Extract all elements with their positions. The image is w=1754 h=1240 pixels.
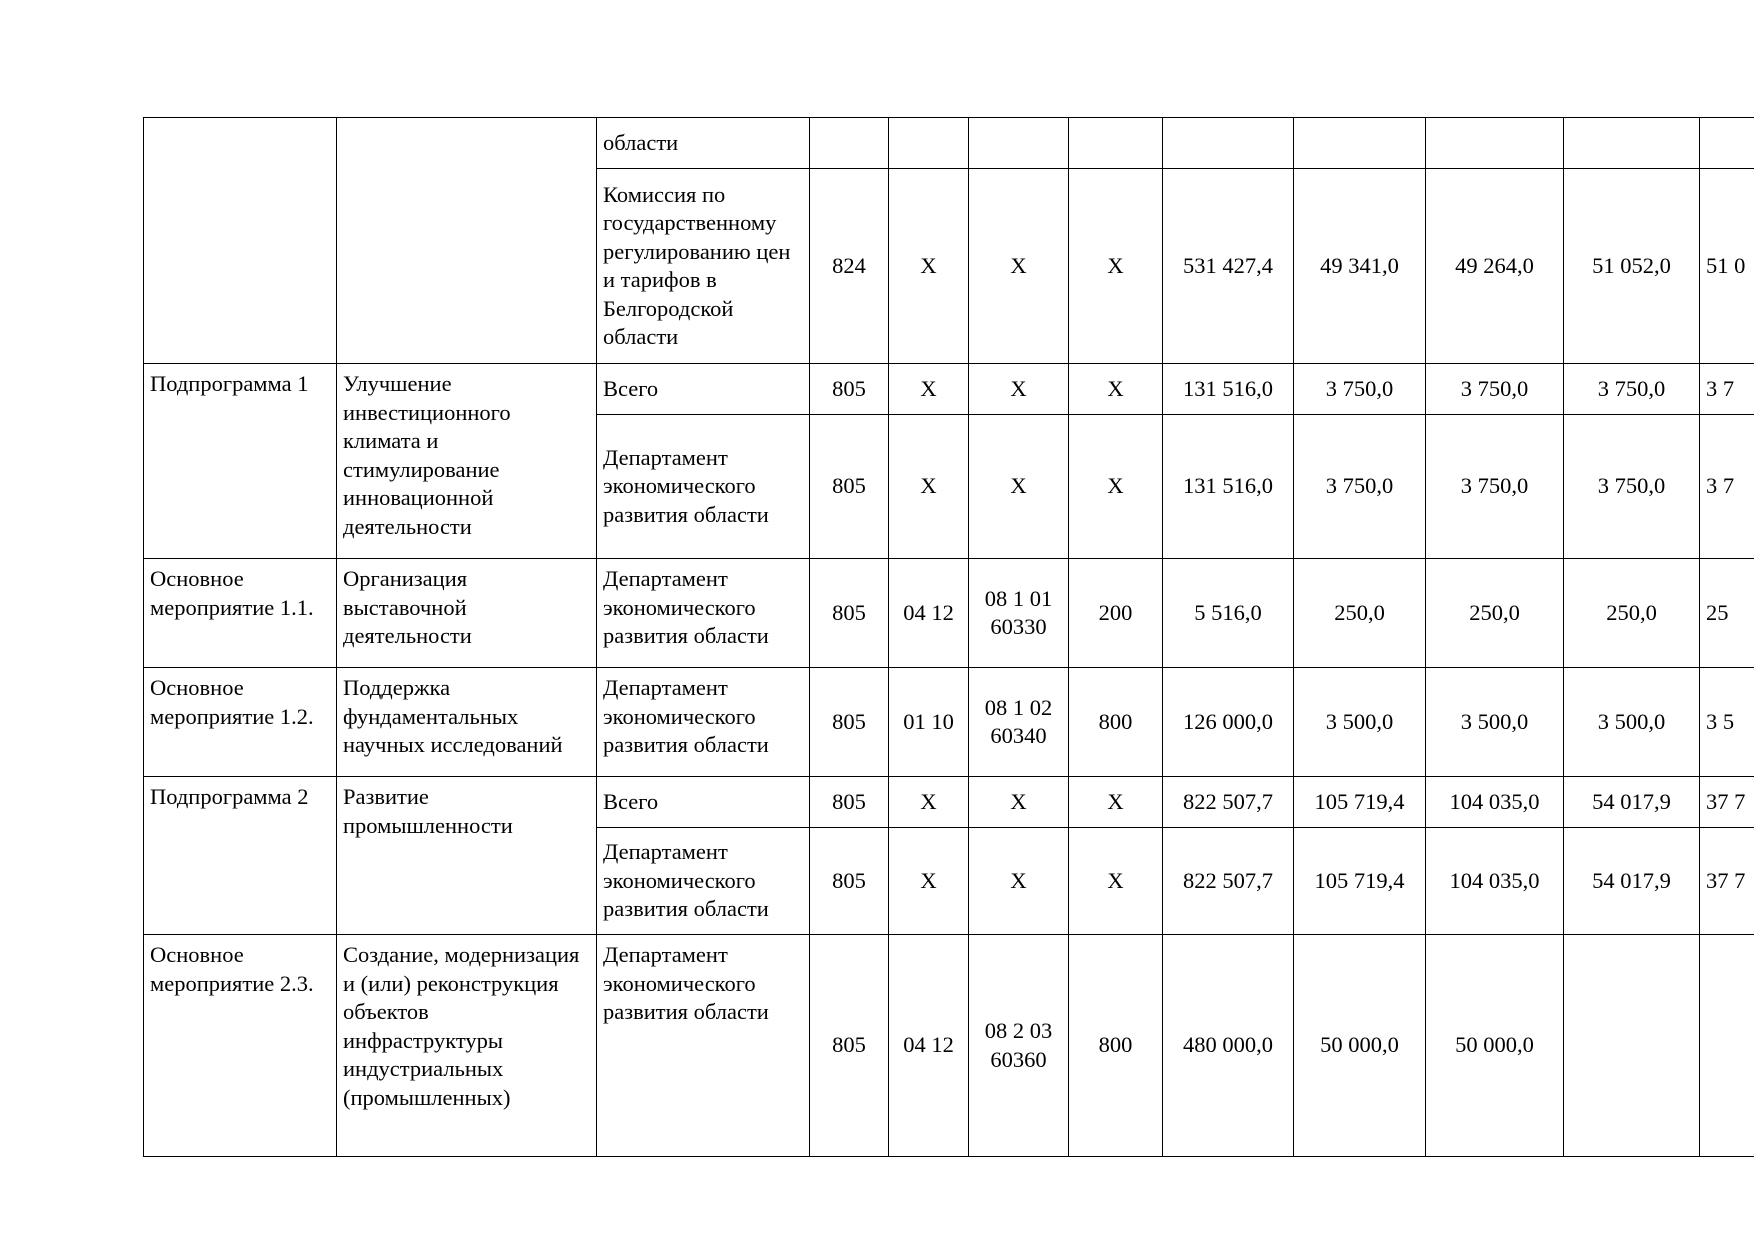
value-cell: 51 0 [1700,169,1754,364]
value-cell [1564,118,1700,169]
vr-cell [1069,118,1163,169]
value-cell: 105 719,4 [1294,777,1426,828]
rzpr-cell: 04 12 [889,935,969,1157]
value-cell: 250,0 [1564,559,1700,668]
grbs-cell: 805 [810,668,889,777]
value-cell: 49 264,0 [1426,169,1564,364]
vr-cell: Х [1069,828,1163,935]
table-row [144,935,1754,1157]
value-cell: 250,0 [1294,559,1426,668]
name-cell: Поддержка фундаментальных научных исследований [337,668,597,777]
value-cell: 104 035,0 [1426,777,1564,828]
value-cell [1700,118,1754,169]
grbs-cell: 805 [810,415,889,559]
executor-cell: Всего [597,777,810,828]
value-cell: 126 000,0 [1163,668,1294,777]
executor-cell: Департамент экономического развития области [597,415,810,559]
value-cell: 50 000,0 [1294,935,1426,1157]
status-cell: Основное мероприятие 1.2. [144,668,337,777]
rzpr-cell: 01 10 [889,668,969,777]
executor-cell: Департамент экономического развития области [597,828,810,935]
value-cell: 3 750,0 [1426,364,1564,415]
executor-cell: Департамент экономического развития области [597,935,810,1157]
grbs-cell: 805 [810,559,889,668]
value-cell: 480 000,0 [1163,935,1294,1157]
value-cell [1426,118,1564,169]
vr-cell: 200 [1069,559,1163,668]
vr-cell: 800 [1069,668,1163,777]
value-cell: 822 507,7 [1163,777,1294,828]
rzpr-cell: 04 12 [889,559,969,668]
value-cell: 105 719,4 [1294,828,1426,935]
value-cell: 3 750,0 [1564,364,1700,415]
value-cell: 3 500,0 [1426,668,1564,777]
status-cell [144,118,337,364]
value-cell: 37 7 [1700,777,1754,828]
value-cell: 5 516,0 [1163,559,1294,668]
name-cell [337,118,597,364]
value-cell [1564,935,1700,1157]
vr-cell: Х [1069,777,1163,828]
grbs-cell: 824 [810,169,889,364]
rzpr-cell: Х [889,169,969,364]
table-row [144,777,1754,828]
name-cell: Организация выставочной деятельности [337,559,597,668]
csr-cell: Х [969,777,1069,828]
grbs-cell: 805 [810,364,889,415]
value-cell: 3 500,0 [1294,668,1426,777]
value-cell: 3 750,0 [1294,364,1426,415]
table-row [144,668,1754,777]
rzpr-cell: Х [889,415,969,559]
value-cell: 531 427,4 [1163,169,1294,364]
value-cell [1700,935,1754,1157]
value-cell: 50 000,0 [1426,935,1564,1157]
value-cell: 51 052,0 [1564,169,1700,364]
executor-cell: Департамент экономического развития области [597,559,810,668]
vr-cell: 800 [1069,935,1163,1157]
value-cell: 131 516,0 [1163,415,1294,559]
rzpr-cell: Х [889,828,969,935]
vr-cell: Х [1069,169,1163,364]
value-cell: 25 [1700,559,1754,668]
value-cell: 3 500,0 [1564,668,1700,777]
value-cell [1294,118,1426,169]
value-cell: 3 5 [1700,668,1754,777]
grbs-cell [810,118,889,169]
value-cell: 3 750,0 [1564,415,1700,559]
rzpr-cell [889,118,969,169]
value-cell: 54 017,9 [1564,777,1700,828]
status-cell: Основное мероприятие 2.3. [144,935,337,1157]
table-row [144,118,1754,169]
value-cell: 3 7 [1700,364,1754,415]
status-cell: Подпрограмма 2 [144,777,337,935]
value-cell: 3 750,0 [1426,415,1564,559]
rzpr-cell: Х [889,777,969,828]
vr-cell: Х [1069,415,1163,559]
csr-cell: Х [969,828,1069,935]
csr-cell [969,118,1069,169]
executor-cell: Всего [597,364,810,415]
value-cell: 54 017,9 [1564,828,1700,935]
executor-cell: Комиссия по государственному регулированию цен и тарифов в Белгородской области [597,169,810,364]
vr-cell: Х [1069,364,1163,415]
csr-cell: Х [969,169,1069,364]
rzpr-cell: Х [889,364,969,415]
status-cell: Подпрограмма 1 [144,364,337,559]
grbs-cell: 805 [810,777,889,828]
csr-cell: Х [969,364,1069,415]
grbs-cell: 805 [810,935,889,1157]
name-cell: Улучшение инвестиционного климата и стимулирование инновационной деятельности [337,364,597,559]
value-cell: 131 516,0 [1163,364,1294,415]
csr-cell: Х [969,415,1069,559]
value-cell: 37 7 [1700,828,1754,935]
value-cell: 3 7 [1700,415,1754,559]
value-cell: 250,0 [1426,559,1564,668]
table-row [144,559,1754,668]
csr-cell: 08 2 03 60360 [969,935,1069,1157]
csr-cell: 08 1 01 60330 [969,559,1069,668]
document-page [143,117,1754,1160]
value-cell [1163,118,1294,169]
value-cell: 3 750,0 [1294,415,1426,559]
csr-cell: 08 1 02 60340 [969,668,1069,777]
value-cell: 822 507,7 [1163,828,1294,935]
value-cell: 49 341,0 [1294,169,1426,364]
value-cell: 104 035,0 [1426,828,1564,935]
name-cell: Создание, модернизация и (или) реконструкция объектов инфраструктуры индустриальных (промышленных) [337,935,597,1157]
table-row [144,364,1754,415]
executor-cell: Департамент экономического развития области [597,668,810,777]
grbs-cell: 805 [810,828,889,935]
executor-cell: области [597,118,810,169]
name-cell: Развитие промышленности [337,777,597,935]
status-cell: Основное мероприятие 1.1. [144,559,337,668]
budget-table [143,117,1754,1157]
